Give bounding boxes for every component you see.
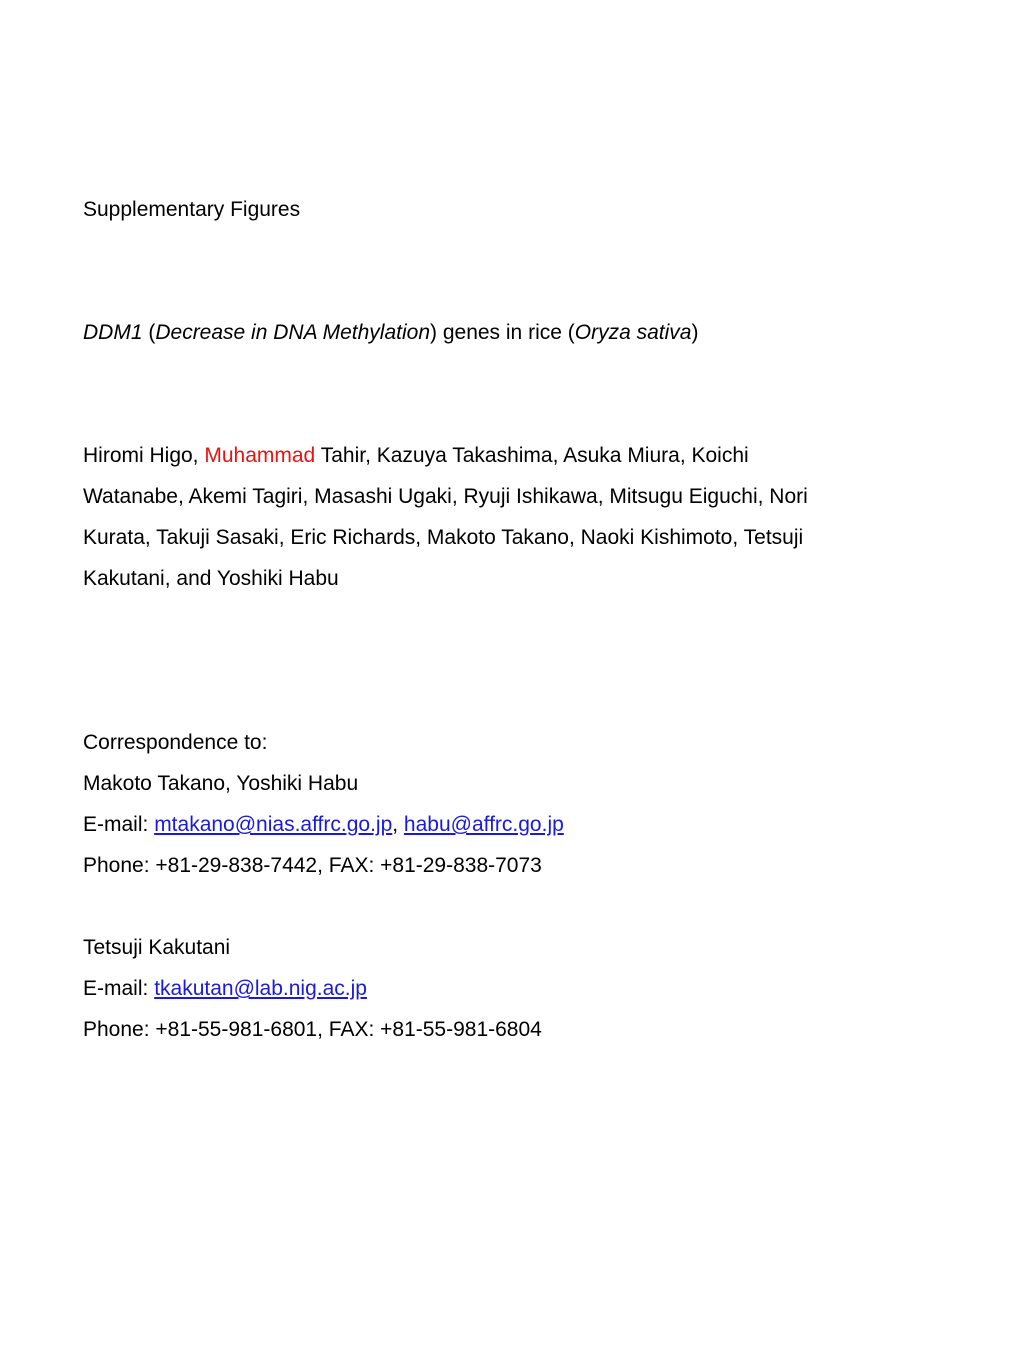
second-contact-phone: Phone: +81-55-981-6801, FAX: +81-55-981-6804 xyxy=(83,1018,542,1041)
email-link-kakutani[interactable]: tkakutan@lab.nig.ac.jp xyxy=(154,977,367,1000)
email-label: E-mail: xyxy=(83,813,155,836)
correspondence-label: Correspondence to: xyxy=(83,731,268,754)
email-label: E-mail: xyxy=(83,977,155,1000)
second-contact-name: Tetsuji Kakutani xyxy=(83,936,231,959)
gene-full-name: Decrease in DNA Methylation xyxy=(155,321,431,344)
email-link-habu[interactable]: habu@affrc.go.jp xyxy=(403,813,564,836)
correspondence-email-line xyxy=(83,813,564,837)
paper-title xyxy=(83,321,698,345)
gene-symbol: DDM1 xyxy=(83,321,143,344)
title-paren-open: ( xyxy=(142,321,156,344)
email-separator: , xyxy=(392,813,404,836)
authors-line-4: Kakutani, and Yoshiki Habu xyxy=(83,567,339,590)
authors-line-1-prefix: Hiromi Higo, xyxy=(83,444,205,467)
correspondence-names: Makoto Takano, Yoshiki Habu xyxy=(83,772,359,795)
second-contact-email-line xyxy=(83,977,367,1001)
title-middle: ) genes in rice ( xyxy=(430,321,575,344)
supplementary-heading: Supplementary Figures xyxy=(83,198,301,221)
email-link-takano[interactable]: mtakano@nias.affrc.go.jp xyxy=(154,813,393,836)
authors-line-1 xyxy=(83,444,749,468)
species-name: Oryza sativa xyxy=(574,321,692,344)
authors-line-3: Kurata, Takuji Sasaki, Eric Richards, Makoto Takano, Naoki Kishimoto, Tetsuji xyxy=(83,526,804,549)
authors-line-1-rest: Tahir, Kazuya Takashima, Asuka Miura, Koichi xyxy=(315,444,749,467)
authors-line-2: Watanabe, Akemi Tagiri, Masashi Ugaki, Ryuji Ishikawa, Mitsugu Eiguchi, Nori xyxy=(83,485,808,508)
title-paren-close: ) xyxy=(691,321,699,344)
highlighted-author-name: Muhammad xyxy=(204,444,316,467)
correspondence-phone: Phone: +81-29-838-7442, FAX: +81-29-838-7073 xyxy=(83,854,542,877)
